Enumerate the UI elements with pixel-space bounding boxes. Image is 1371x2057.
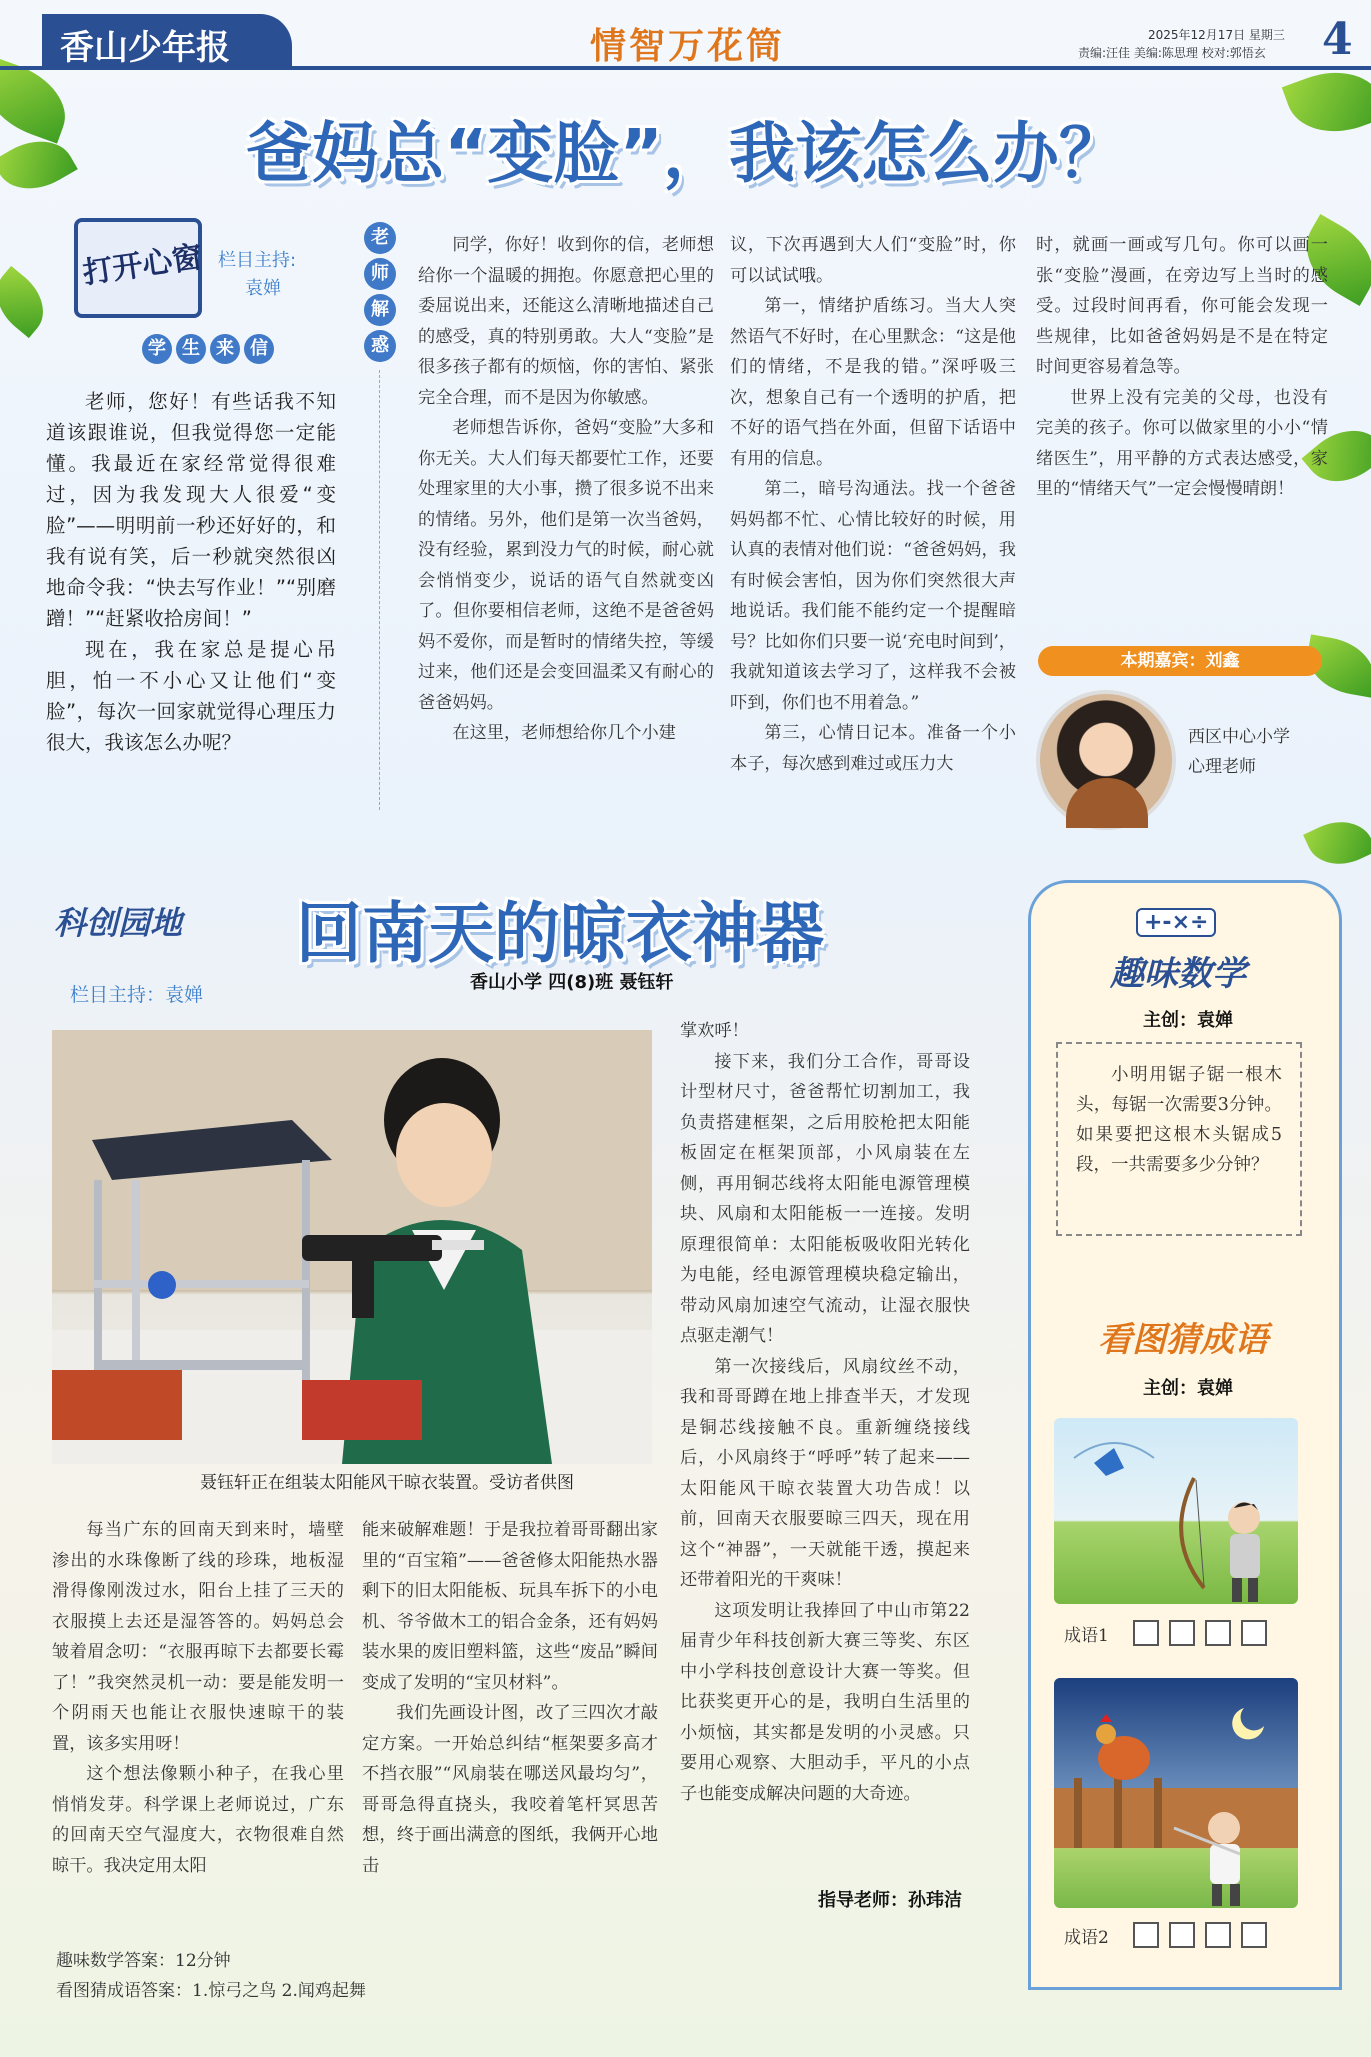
reply-paragraph: 议，下次再遇到大人们“变脸”时，你可以试试哦。 [730,235,1016,286]
article-paragraph: 这个想法像颗小种子，在我心里悄悄发芽。科学课上老师说过，广东的回南天空气湿度大，衣物很难自然晾干。我决定用太阳 [52,1764,344,1876]
student-letter-tag [142,334,274,364]
math-host: 主创：袁婵 [1143,1010,1233,1031]
column-badge: 打开心窗 [80,239,205,292]
newspaper-logo: 香山少年报 [60,28,230,68]
reply-paragraph: 第三，心情日记本。准备一个小本子，每次感到难过或压力大 [730,723,1016,774]
answer-box[interactable] [1133,1922,1159,1948]
column-divider [379,370,380,810]
column-host-2: 栏目主持：袁婵 [70,984,204,1006]
reply-paragraph: 老师想告诉你，爸妈“变脸”大多和你无关。大人们每天都要忙工作，还要处理家里的大小事，攒了很多说不出来的情绪。另外，他们是第一次当爸妈，没有经验，累到没力气的时候，耐心就会悄悄变少，说话的语气自然就变凶了。但你要相信老师，这绝不是爸爸妈妈不爱你，而是暂时的情绪失控，等缓过来，他们还是会变回温柔又有耐心的爸爸妈妈。 [418,418,714,713]
leaf-decoration [0,266,57,338]
answer-box[interactable] [1241,1620,1267,1646]
math-title: 趣味数学 [1110,954,1246,994]
article2-column-2 [362,1515,658,1881]
guest-description [1188,722,1290,782]
tag-char: 解 [364,294,396,326]
reply-paragraph: 第二，暗号沟通法。找一个爸爸妈妈都不忙、心情比较好的时候，用认真的表情对他们说：“爸爸妈妈，我有时候会害怕，因为你们突然很大声地说话。我们能不能约定一个提醒暗号？比如你们只要一说‘充电时间到’，我就知道该去学习了，这样我不会被吓到，你们也不用着急。” [730,479,1016,713]
issue-date: 2025年12月17日 星期三 [1148,28,1285,42]
tag-char: 惑 [364,330,396,362]
article-photo [52,1030,652,1464]
answer-box[interactable] [1169,1620,1195,1646]
answer-box[interactable] [1205,1922,1231,1948]
article-paragraph: 掌欢呼！ [680,1021,749,1041]
archer-bird-illustration [1054,1418,1298,1604]
column-badge-2: 科创园地 [54,904,183,942]
photo-caption: 聂钰轩正在组装太阳能风干晾衣装置。受访者供图 [200,1473,574,1493]
math-problem: 小明用锯子锯一根木头，每锯一次需要3分钟。如果要把这根木头锯成5段，一共需要多少分钟？ [1056,1042,1302,1236]
teacher-answer-tag [364,222,396,362]
idiom-title: 看图猜成语 [1098,1320,1268,1360]
article-paragraph: 我们先画设计图，改了三四次才敲定方案。一开始总纠结“框架要多高才不挡衣服”“风扇装在哪送风最均匀”，哥哥急得直挠头，我咬着笔杆冥思苦想，终于画出满意的图纸，我俩开心地击 [362,1703,658,1876]
guest-role: 心理老师 [1188,757,1256,777]
article2-column-3 [680,1016,970,1809]
rooster-sword-illustration [1054,1678,1298,1908]
tag-char: 学 [142,334,172,364]
column-host-name: 袁婵 [245,278,281,299]
page-number: 4 [1322,14,1353,65]
section-title: 情智万花筒 [590,26,786,67]
math-answer: 趣味数学答案：12分钟 [56,1951,231,1971]
idiom-answer: 看图猜成语答案：1.惊弓之鸟 2.闻鸡起舞 [56,1981,366,2001]
tag-char: 信 [244,334,274,364]
reply-paragraph: 世界上没有完美的父母，也没有完美的孩子。你可以做家里的小小“情绪医生”，用平静的方式表达感受，家里的“情绪天气”一定会慢慢晴朗！ [1036,387,1328,499]
article-paragraph: 能来破解难题！于是我拉着哥哥翻出家里的“百宝箱”——爸爸修太阳能热水器剩下的旧太阳能板、玩具车拆下的小电机、爷爷做木工的铝合金条，还有妈妈装水果的废旧塑料篮，这些“废品”瞬间变成了发明的“宝贝材料”。 [362,1520,658,1693]
article2-column-1 [52,1515,344,1881]
reply-paragraph: 第一，情绪护盾练习。当大人突然语气不好时，在心里默念：“这是他们的情绪，不是我的错。”深呼吸三次，想象自己有一个透明的护盾，把不好的语气挡在外面，但留下话语中有用的信息。 [730,296,1016,469]
teacher-reply-column-3 [1036,230,1328,505]
student-letter [46,386,336,758]
article1-headline: 爸妈总“变脸”，我该怎么办？ [246,115,1125,192]
tag-char: 老 [364,222,396,254]
math-operators-icon: +-×÷ [1136,908,1216,937]
teacher-reply-column-2 [730,230,1016,779]
article-paragraph: 接下来，我们分工合作，哥哥设计型材尺寸，爸爸帮忙切割加工，我负责搭建框架，之后用胶枪把太阳能板固定在框架顶部，小风扇装在左侧，再用铜芯线将太阳能电源管理模块、风扇和太阳能板一一连接。发明原理很简单：太阳能板吸收阳光转化为电能，经电源管理模块稳定输出，带动风扇加速空气流动，让湿衣服快点驱走潮气！ [680,1051,970,1346]
reply-paragraph: 同学，你好！收到你的信，老师想给你一个温暖的拥抱。你愿意把心里的委屈说出来，还能这么清晰地描述自己的感受，真的特别勇敢。大人“变脸”是很多孩子都有的烦恼，你的害怕、紧张完全合理，而不是因为你敏感。 [418,235,714,408]
answer-box[interactable] [1133,1620,1159,1646]
article-paragraph: 每当广东的回南天到来时，墙壁渗出的水珠像断了线的珍珠，地板湿滑得像刚泼过水，阳台上挂了三天的衣服摸上去还是湿答答的。妈妈总会皱着眉念叨：“衣服再晾下去都要长霉了！”我突然灵机一动：要是能发明一个阴雨天也能让衣服快速晾干的装置，该多实用呀！ [52,1520,344,1754]
tag-char: 师 [364,258,396,290]
teacher-reply-column-1 [418,230,714,749]
puzzle-answers [56,1946,366,2006]
idiom-host: 主创：袁婵 [1143,1378,1233,1399]
column-host-label: 栏目主持: [218,250,297,271]
tag-char: 生 [176,334,206,364]
idiom-picture-2 [1054,1678,1298,1908]
article2-byline: 香山小学 四(8)班 聂钰轩 [470,972,674,993]
idiom-answer-row-1 [1064,1620,1267,1646]
answer-box[interactable] [1169,1922,1195,1948]
article2-headline: 回南天的晾衣神器 [296,895,824,972]
article-paragraph: 第一次接线后，风扇纹丝不动，我和哥哥蹲在地上排查半天，才发现是铜芯线接触不良。重新缠绕接线后，小风扇终于“呼呼”转了起来——太阳能风干晾衣装置大功告成！以前，回南天衣服要晾三四天，现在用这个“神器”，一天就能干透，摸起来还带着阳光的干爽味！ [680,1356,970,1590]
letter-paragraph: 老师，您好！有些话我不知道该跟谁说，但我觉得您一定能懂。我最近在家经常觉得很难过，因为我发现大人很爱“变脸”——明明前一秒还好好的，和我有说有笑，后一秒就突然很凶地命令我：“快去写作业！”“别磨蹭！”“赶紧收拾房间！” [46,390,336,630]
letter-paragraph: 现在，我在家总是提心吊胆，怕一不小心又让他们“变脸”，每次一回家就觉得心理压力很大，我该怎么办呢？ [46,638,336,754]
leaf-decoration [1303,809,1371,876]
guest-school: 西区中心小学 [1188,727,1290,747]
answer-box[interactable] [1241,1922,1267,1948]
idiom-answer-row-2 [1064,1922,1267,1948]
idiom-label: 成语2 [1064,1927,1109,1948]
reply-paragraph: 在这里，老师想给你几个小建 [452,723,676,743]
editors-credit: 责编:汪佳 美编:陈思理 校对:郭悟玄 [1078,46,1266,60]
photo-illustration [52,1030,652,1464]
advisor-credit: 指导老师：孙玮洁 [818,1890,962,1911]
guest-label: 本期嘉宾：刘鑫 [1038,646,1322,676]
idiom-label: 成语1 [1064,1625,1109,1646]
answer-box[interactable] [1205,1620,1231,1646]
tag-char: 来 [210,334,240,364]
reply-paragraph: 时，就画一画或写几句。你可以画一张“变脸”漫画，在旁边写上当时的感受。过段时间再看，你可能会发现一些规律，比如爸爸妈妈是不是在特定时间更容易着急等。 [1036,235,1328,377]
article-paragraph: 这项发明让我捧回了中山市第22届青少年科技创新大赛三等奖、东区中小学科技创意设计大赛一等奖。但比获奖更开心的是，我明白生活里的小烦恼，其实都是发明的小灵感。只要用心观察、大胆动手，平凡的小点子也能变成解决问题的大奇迹。 [680,1600,970,1804]
idiom-picture-1 [1054,1418,1298,1604]
